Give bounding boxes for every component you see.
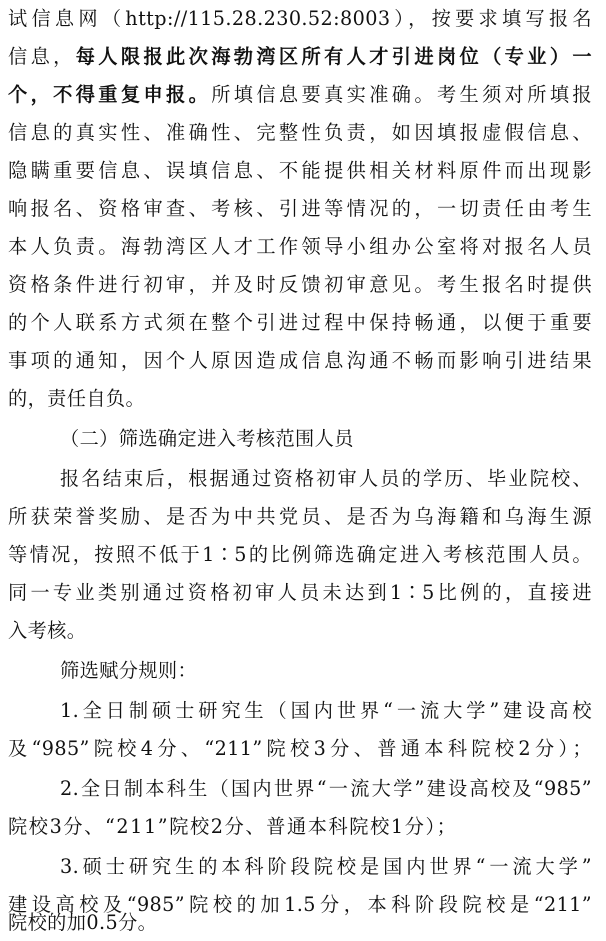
- paragraph-line-mixed: [8, 40, 592, 74]
- paragraph-line: 入考核。: [8, 619, 87, 642]
- paragraph-line: 所获荣誉奖励、是否为中共党员、是否为乌海籍和乌海生源: [8, 505, 592, 528]
- text-segment: 所填信息要真实准确。考生须对所填报: [211, 83, 592, 106]
- rules-heading: 筛选赋分规则：: [60, 659, 198, 682]
- paragraph-line: 信息的真实性、准确性、完整性负责，如因填报虚假信息、: [8, 121, 592, 144]
- paragraph-line: 隐瞒重要信息、误填信息、不能提供相关材料原件而出现影: [8, 159, 592, 182]
- paragraph-line: 的个人联系方式须在整个引进过程中保持畅通，以便于重要: [8, 311, 592, 334]
- rule-item-line: 1.全日制硕士研究生（国内世界“一流大学”建设高校: [60, 699, 592, 722]
- rule-item-line: 建设高校及“985”院校的加1.5分，本科阶段院校是“211”: [8, 893, 592, 916]
- rule-item-line: 院校3分、“211”院校2分、普通本科院校1分）；: [8, 815, 458, 838]
- section-heading: （二）筛选确定进入考核范围人员: [60, 427, 354, 450]
- rule-item-line: 院校的加0.5分。: [8, 911, 158, 934]
- rule-item-line: 3.硕士研究生的本科阶段院校是国内世界“一流大学”: [60, 855, 592, 878]
- rule-item-line: 及“985”院校4分、“211”院校3分、普通本科院校2分）；: [8, 737, 592, 760]
- paragraph-line: 报名结束后，根据通过资格初审人员的学历、毕业院校、: [60, 467, 592, 490]
- text-segment: 信息，: [8, 45, 76, 68]
- paragraph-line: 试信息网（http://115.28.230.52:8003），按要求填写报名: [8, 7, 592, 30]
- paragraph-line: 资格条件进行初审，并及时反馈初审意见。考生报名时提供: [8, 273, 592, 296]
- paragraph-line: 的，责任自负。: [8, 387, 146, 410]
- bold-text-segment: 每人限报此次海勃湾区所有人才引进岗位（专业）一: [75, 45, 592, 68]
- paragraph-line-mixed: [8, 78, 592, 112]
- paragraph-line: 同一专业类别通过资格初审人员未达到1∶5比例的，直接进: [8, 581, 592, 604]
- rule-item-line: 2.全日制本科生（国内世界“一流大学”建设高校及“985”: [60, 777, 592, 800]
- paragraph-line: 响报名、资格审查、考核、引进等情况的，一切责任由考生: [8, 197, 592, 220]
- paragraph-line: 事项的通知，因个人原因造成信息沟通不畅而影响引进结果: [8, 349, 592, 372]
- paragraph-line: 本人负责。海勃湾区人才工作领导小组办公室将对报名人员: [8, 235, 592, 258]
- paragraph-line: 等情况，按照不低于1∶5的比例筛选确定进入考核范围人员。: [8, 543, 592, 566]
- bold-text-segment: 个，不得重复申报。: [8, 83, 212, 106]
